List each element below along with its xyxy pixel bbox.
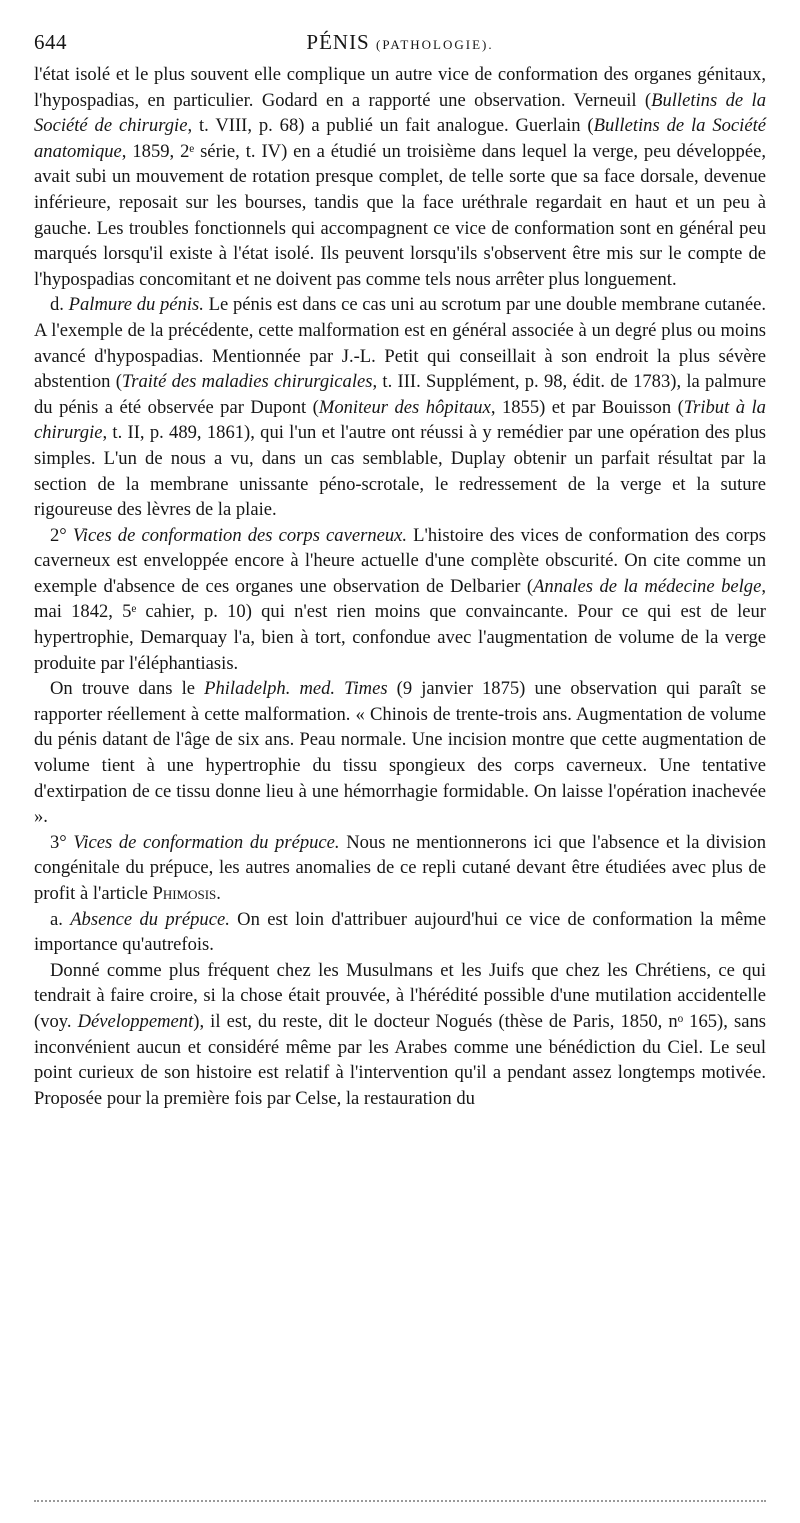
italic-text: Absence du prépuce. (70, 908, 230, 930)
paragraph (34, 523, 766, 677)
text-run: (9 janvier 1875) une observation qui paraît se rapporter réellement à cette malformation. « Chinois de trente-trois ans. Augmentation de volume du pénis datant de l'âge de six ans. Peau normale. Une incision montre que cette augmentation de volume tient à une hypertrophie du tissu spongieux des corps caverneux. Une tentative d'extirpation de ce tissu donne lieu à une hémorrhagie formidable. On laisse l'opération inachevée ». (34, 678, 766, 828)
text-run: , t. II, p. 489, 1861), qui l'un et l'autre ont réussi à y remédier par une opération des plus simples. L'un de nous a vu, dans un cas semblable, Duplay obtenir un parfait résultat par la section de la membrane unissante péno-scrotale, le redressement de la verge et la suture rigoureuse des lèvres de la plaie. (34, 422, 766, 521)
text-run: On trouve dans le (50, 678, 205, 700)
page-header (34, 30, 766, 56)
text-run: L'histoire des vices de conformation des corps caverneux est enveloppée encore à l'heure actuelle d'une complète obscurité. On cite comme un exemple d'absence de ces organes une observation de Delbarier ( (34, 524, 766, 597)
italic-text: Tribut à la chirurgie (34, 396, 766, 444)
paragraph (34, 292, 766, 522)
text-run: , 1859, 2ᵉ série, t. IV) en a étudié un troisième dans lequel la verge, peu développée, avait subi un mouvement de rotation presque complet, de telle sorte que sa face dorsale, devenue inférieure, reposait sur les bourses, tandis que la face uréthrale regardait en haut et un peu à gauche. Les troubles fonctionnels qui accompagnent ce vice de conformation sont en général peu marqués lorsqu'il existe à l'état isolé. Ils peuvent lorsqu'ils s'observent être mis sur le compte de l'hypospadias concomitant et ne doivent pas comme tels nous arrêter plus longuement. (34, 140, 766, 290)
italic-text: Annales de la médecine belge (533, 575, 762, 597)
body-text (34, 62, 766, 1111)
running-title-main: PÉNIS (306, 30, 370, 54)
text-run: Donné comme plus fréquent chez les Musulmans et les Juifs que chez les Chrétiens, ce qui tendrait à faire croire, si la chose était prouvée, à l'hérédité possible d'une mutilation accidentelle (voy. (34, 959, 766, 1032)
italic-text: Philadelph. med. Times (204, 678, 388, 700)
text-run: 2° (50, 524, 73, 546)
paragraph (34, 830, 766, 907)
text-run: . (216, 883, 221, 904)
text-run: l'état isolé et le plus souvent elle complique un autre vice de conformation des organes génitaux, l'hypospadias, en particulier. Godard en a rapporté une observation. Verneuil ( (34, 64, 766, 111)
footer-dotted-rule (34, 1500, 766, 1502)
italic-text: Traité des maladies chirurgicales (121, 371, 373, 393)
text-run: , 1855) et par Bouisson ( (490, 396, 684, 418)
text-run: Nous ne mentionnerons ici que l'absence et la division congénitale du prépuce, les autres anomalies de ce repli cutané devant être étudiées avec plus de profit à l'article (34, 831, 767, 904)
paragraph (34, 958, 766, 1112)
text-run: , t. III. Supplément, p. 98, édit. de 1783), la palmure du pénis a été observée par Dupont ( (34, 371, 766, 418)
text-run: ), il est, du reste, dit le docteur Nogués (thèse de Paris, 1850, nᵒ 165), sans inconvénient aucun et considéré même par les Arabes comme une bénédiction du Ciel. Le seul point curieux de son histoire est relatif à l'intervention qu'il a pendant assez longtemps motivée. Proposée pour la première fois par Celse, la restauration du (34, 1010, 766, 1109)
paragraph (34, 676, 766, 830)
italic-text: Bulletins de la Société anatomique (34, 115, 767, 162)
text-run: On est loin d'attribuer aujourd'hui ce vice de conformation la même importance qu'autrefois. (34, 908, 766, 956)
running-title (34, 30, 766, 55)
italic-text: Développement (77, 1010, 194, 1032)
italic-text: Palmure du pénis. (68, 294, 204, 316)
paragraph (34, 62, 766, 292)
italic-text: Vices de conformation des corps caverneux. (72, 524, 408, 546)
text-run: 3° (50, 831, 74, 853)
text-run: d. (50, 294, 69, 316)
text-run: a. (50, 908, 71, 930)
paragraph (34, 907, 766, 958)
text-run: Le pénis est dans ce cas uni au scrotum par une double membrane cutanée. A l'exemple de la précédente, cette malformation est en général associée à un degré plus ou moins avancé d'hypospadias. Mentionnée par J.-L. Petit qui conseillait à son endroit la plus sévère abstention ( (34, 294, 767, 393)
italic-text: Moniteur des hôpitaux (318, 396, 491, 418)
running-title-sub: (PATHOLOGIE). (376, 37, 494, 52)
italic-text: Vices de conformation du prépuce. (73, 831, 340, 853)
text-run: , mai 1842, 5ᵉ cahier, p. 10) qui n'est rien moins que convaincante. Pour ce qui est de leur hypertrophie, Demarquay l'a, bien à tort, confondue avec l'augmentation de volume de la verge produite par l'éléphantiasis. (34, 575, 766, 674)
small-caps-text: Phimosis (152, 883, 217, 904)
text-run: , t. VIII, p. 68) a publié un fait analogue. Guerlain ( (187, 115, 594, 137)
page-number: 644 (34, 30, 67, 54)
italic-text: Bulletins de la Société de chirurgie (34, 89, 766, 137)
